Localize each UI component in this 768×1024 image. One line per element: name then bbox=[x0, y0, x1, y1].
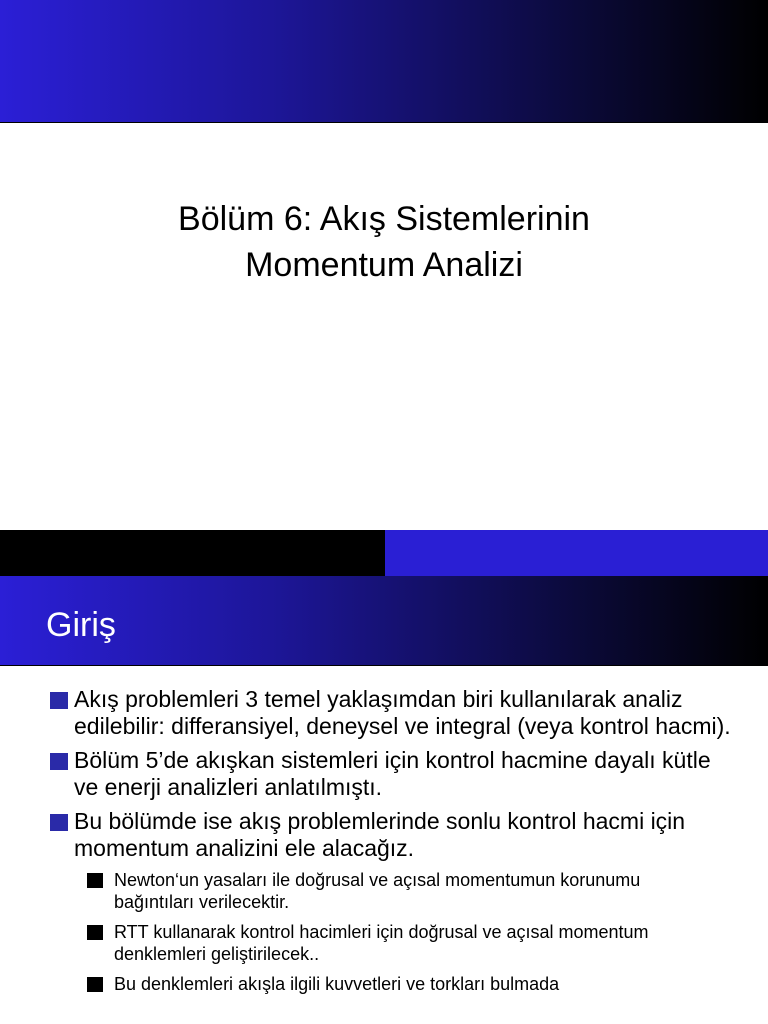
bullet-item bbox=[0, 808, 768, 862]
square-bullet-icon bbox=[50, 753, 68, 770]
title-slide-top-band bbox=[0, 0, 768, 123]
section-header-title: Giriş bbox=[46, 606, 116, 644]
square-bullet-icon bbox=[50, 692, 68, 709]
sub-bullet-text: Bu denklemleri akışla ilgili kuvvetleri ve torkları bulmada bbox=[114, 974, 560, 994]
slide-separator-black bbox=[0, 530, 385, 576]
square-bullet-icon bbox=[50, 814, 68, 831]
bullet-text: Bölüm 5’de akışkan sistemleri için kontrol hacmine dayalı kütle ve enerji analizleri anlatılmıştı. bbox=[74, 747, 711, 800]
bullet-item bbox=[0, 747, 768, 801]
sub-bullet-item bbox=[0, 921, 768, 965]
sub-bullet-item bbox=[0, 973, 768, 995]
slide-separator-blue bbox=[385, 530, 768, 576]
bullet-text: Bu bölümde ise akış problemlerinde sonlu kontrol hacmi için momentum analizini ele alacağız. bbox=[74, 808, 686, 861]
sub-bullet-text: Newton‘un yasaları ile doğrusal ve açısal momentumun korunumu bağıntıları verilecektir. bbox=[114, 870, 641, 912]
bullet-item bbox=[0, 686, 768, 740]
sub-bullet-text: RTT kullanarak kontrol hacimleri için doğrusal ve açısal momentum denklemleri geliştirilecek.. bbox=[114, 922, 649, 964]
square-sub-bullet-icon bbox=[87, 925, 103, 940]
bullet-text: Akış problemleri 3 temel yaklaşımdan biri kullanılarak analiz edilebilir: differansiyel, deneysel ve integral (veya kontrol hacmi). bbox=[74, 686, 731, 739]
square-sub-bullet-icon bbox=[87, 873, 103, 888]
slide-content bbox=[0, 686, 768, 1003]
slide-title-line-2: Momentum Analizi bbox=[245, 246, 523, 284]
slide-title-line-1: Bölüm 6: Akış Sistemlerinin bbox=[178, 200, 590, 238]
slide-title bbox=[0, 196, 768, 288]
square-sub-bullet-icon bbox=[87, 977, 103, 992]
sub-bullet-item bbox=[0, 869, 768, 913]
